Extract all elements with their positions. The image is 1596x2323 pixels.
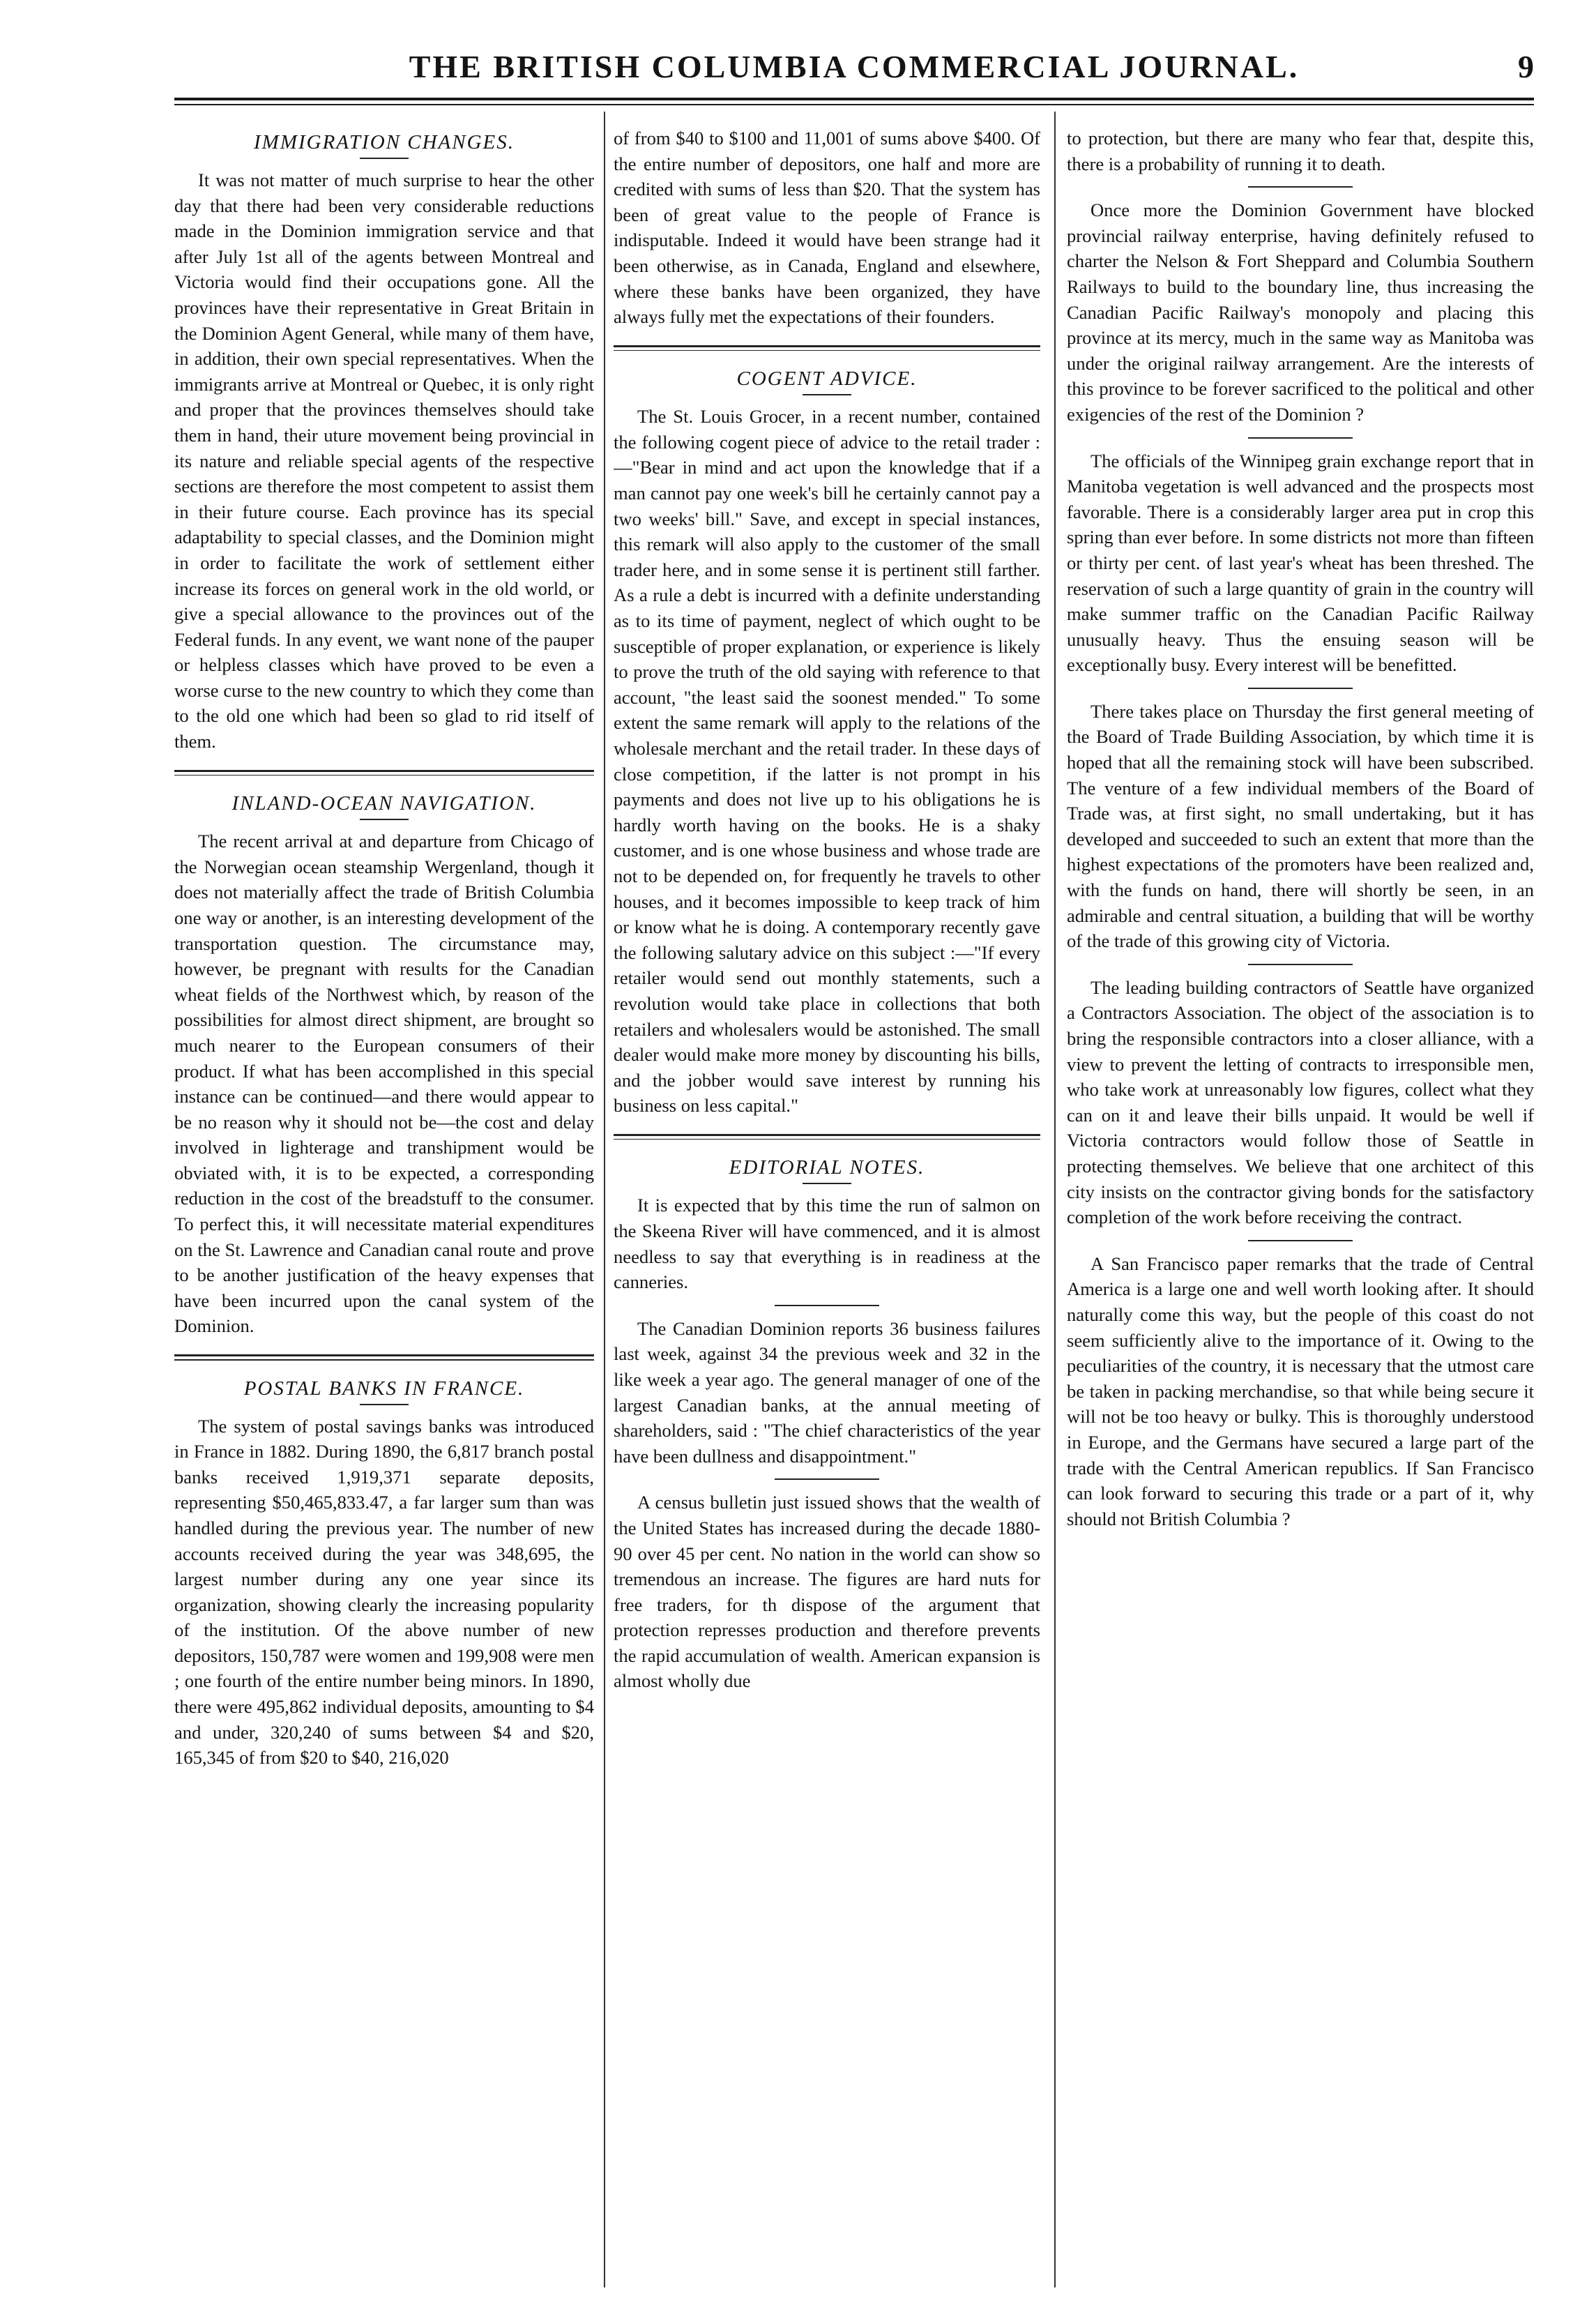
editorial-note-winnipeg: The officials of the Winnipeg grain exchange report that in Manitoba vegetation is well advanced and the prospects most favorable. There is a considerably larger area put in crop this spring than ever before. In some districts not more than fifteen or thirty per cent. of last year's wheat has been threshed. The reservation of such a large quantity of grain in the country will make summer traffic on the Canadian Pacific Railway unusually heavy. Thus the ensuing season will be exceptionally busy. Every interest will be benefitted. [1067, 450, 1534, 676]
column-divider [1054, 112, 1056, 2287]
article-separator-thin [174, 775, 594, 776]
note-separator [1248, 1240, 1353, 1241]
title-dash [360, 158, 409, 159]
header-rule-thin [174, 104, 1534, 105]
title-dash [803, 1183, 851, 1184]
article-body-cogent-advice: The St. Louis Grocer, in a recent number, contained the following cogent piece of advice to the retail trader :—"Bear in mind and act upon the knowledge that if a man cannot pay one week's bill he certainly cannot pay a two weeks' bill." Save, and except in special instances, this remark will also apply to the customer of the small trader here, and in some sense it is pertinent still farther. As a rule a debt is incurred with a definite understanding as to its time of payment, neglect of which ought to be susceptible of proper explanation, or experience is likely to prove the truth of the old saying with reference to that account, "the least said the soonest mended." To some extent the same remark will apply to the relations of the wholesale merchant and the retail trader. In these days of close competition, if the latter is not prompt in his payments and does not live up to his obligations he is hardly worth having on the books. He is a shaky customer, and is one whose business and whose trade are not to be depended on, for frequently he travels to other houses, and it becomes impossible to keep track of him or know what he is doing. A contemporary recently gave the following salutary advice on this subject :—"If every retailer would send out monthly statements, such a revolution would take place in collections that both retailers and wholesalers would be astonished. The small dealer would make more money by discounting his bills, and the jobber would save interest by running his business on less capital." [614, 406, 1040, 1117]
column-divider [604, 112, 605, 2287]
article-title-cogent-advice: COGENT ADVICE. [736, 368, 918, 391]
editorial-note-board-of-trade: There takes place on Thursday the first general meeting of the Board of Trade Building Association, by which time it is hoped that all the remaining stock will have been subscribed. The venture of a few individual members of the Board of Trade was, at first sight, no small undertaking, but it has developed and succeeded to such an extent that more than the highest expectations of the promoters have been realized and, with the funds on hand, there will shortly be seen, in an admirable and central situation, a building that will be worthy of the trade of this growing city of Victoria. [1067, 700, 1534, 952]
editorial-note-census-cont: to protection, but there are many who fear that, despite this, there is a probability of running it to death. [1067, 128, 1534, 174]
article-title-postal-banks: POSTAL BANKS IN FRANCE. [243, 1377, 525, 1400]
article-separator-thin [614, 350, 1040, 351]
article-body-postal-banks-cont: of from $40 to $100 and 11,001 of sums above $400. Of the entire number of depositors, one half and more are credited with sums of less than $20. That the system has been of great value to the people of France is indisputable. Indeed it would have been strange had it been otherwise, as in Canada, England and elsewhere, where these banks have been organized, they have always fully met the expectations of their founders. [614, 128, 1040, 328]
note-separator [1248, 688, 1353, 689]
journal-title: THE BRITISH COLUMBIA COMMERCIAL JOURNAL. [409, 49, 1300, 84]
editorial-note-salmon: It is expected that by this time the run of salmon on the Skeena River will have commenced, and it is almost needless to say that everything is in readiness at the canneries. [614, 1195, 1040, 1293]
article-body-immigration: It was not matter of much surprise to hear the other day that there had been very considerable reductions made in the Dominion immigration service and that after July 1st all of the agents between Montreal and Victoria would find their occupations gone. All the provinces have their representative in Great Britain in the Dominion Agent General, while many of them have, in addition, their own special representatives. When the immigrants arrive at Montreal or Quebec, it is only right and proper that the provinces themselves should take them in hand, their uture movement being provincial in its nature and reliable special agents of the respective sections are therefore the most competent to assist them in their future course. Each province has its special adaptability to special classes, and the Dominion might in order to facilitate the work of settlement either increase its forces on general work in the old world, or give a special allowance to the provinces out of the Federal funds. In any event, we want none of the pauper or helpless classes which have proved to be even a worse curse to the new country to which they come than to the old one which had been so glad to rid itself of them. [174, 169, 594, 752]
title-dash [803, 394, 851, 395]
article-separator-thin [174, 1359, 594, 1361]
article-separator [174, 1354, 594, 1356]
article-body-postal-banks: The system of postal savings banks was introduced in France in 1882. During 1890, the 6,817 branch postal banks received 1,919,371 separate deposits, representing $50,465,833.47, a far larger sum than was handled during the previous year. The number of new accounts received during the year was 348,695, the largest number during any one year since its organization, showing clearly the increasing popularity of the institution. Of the above number of new depositors, 150,787 were women and 199,908 were men ; one fourth of the entire number being minors. In 1890, there were 495,862 individual deposits, amounting to $4 and under, 320,240 of sums between $4 and $20, 165,345 of from $20 to $40, 216,020 [174, 1415, 594, 1769]
editorial-note-census: A census bulletin just issued shows that the wealth of the United States has increased during the decade 1880-90 over 45 per cent. No nation in the world can show so tremendous an increase. The figures are hard nuts for free traders, for th dispose of the argument that protection represses production and therefore prevents the rapid accumulation of wealth. American expansion is almost wholly due [614, 1492, 1040, 1692]
note-separator [775, 1478, 879, 1480]
article-separator [174, 770, 594, 772]
article-body-navigation: The recent arrival at and departure from Chicago of the Norwegian ocean steamship Wergenland, though it does not materially affect the trade of British Columbia one way or another, is an interesting development of the transportation question. The circumstance may, however, be pregnant with results for the Canadian wheat fields of the Northwest which, by reason of the possibilities for almost direct shipment, are brought so much nearer to the European consumers of their product. If what has been accomplished in this special instance can be continued—and there would appear to be no reason why it should not be—the cost and delay involved in lighterage and transhipment would be obviated with, it is to be expected, a corresponding reduction in the cost of the breadstuff to the consumer. To perfect this, it will necessitate material expenditures on the St. Lawrence and Canadian canal route and prove to be another justification of the heavy expenses that have been incurred upon the canal system of the Dominion. [174, 831, 594, 1337]
masthead [174, 46, 1534, 91]
header-rule [174, 98, 1534, 100]
note-separator [775, 1305, 879, 1306]
editorial-note-railway: Once more the Dominion Government have blocked provincial railway enterprise, having definitely refused to charter the Nelson & Fort Sheppard and Columbia Southern Railways to build to the boundary line, thus increasing the Canadian Pacific Railway's monopoly and placing this province at its mercy, much in the same way as Manitoba was under the original railway arrangement. Are the interests of this province to be forever sacrificed to the political and other exigencies of the rest of the Dominion ? [1067, 199, 1534, 425]
editorial-note-central-america: A San Francisco paper remarks that the trade of Central America is a large one and well worth looking after. It should naturally come this way, but the people of this coast do not seem sufficiently alive to the importance of it. Owing to the peculiarities of the country, it is necessary that the utmost care be taken in packing merchandise, so that while being secure it will not be too heavy or bulky. This is thoroughly understood in Europe, and the Germans have secured a large part of the trade with the Central American republics. If San Francisco can look forward to securing this trade or a part of it, why should not British Columbia ? [1067, 1253, 1534, 1529]
article-title-immigration: IMMIGRATION CHANGES. [254, 131, 515, 153]
editorial-note-contractors: The leading building contractors of Seattle have organized a Contractors Association. The object of the association is to bring the responsible contractors into a closer alliance, with a view to prevent the letting of contracts to irresponsible men, who take work at unreasonably low figures, collect what they can on it and leave their bills unpaid. It would be well if Victoria contractors would follow those of Seattle in protecting themselves. We believe that one architect of this city insists on the contractor giving bonds for the satisfactory completion of the work before receiving the contract. [1067, 976, 1534, 1228]
column-1 [174, 126, 594, 2287]
section-title-editorial-notes: EDITORIAL NOTES. [729, 1156, 925, 1179]
title-dash [360, 1404, 409, 1405]
editorial-note-failures: The Canadian Dominion reports 36 business failures last week, against 34 the previous week and 32 in the like week a year ago. The general manager of one of the largest Canadian banks, at the annual meeting of shareholders, said : "The chief characteristics of the year have been dullness and disappointment." [614, 1317, 1040, 1467]
article-separator [614, 345, 1040, 347]
column-3 [1067, 126, 1534, 2287]
note-separator [1248, 437, 1353, 439]
article-title-navigation: INLAND-OCEAN NAVIGATION. [231, 792, 537, 815]
article-separator [614, 1134, 1040, 1136]
article-separator-thin [614, 1139, 1040, 1140]
page-number: 9 [1518, 49, 1534, 84]
note-separator [1248, 964, 1353, 965]
column-2 [614, 126, 1040, 2287]
title-dash [360, 819, 409, 820]
note-separator [1248, 186, 1353, 188]
